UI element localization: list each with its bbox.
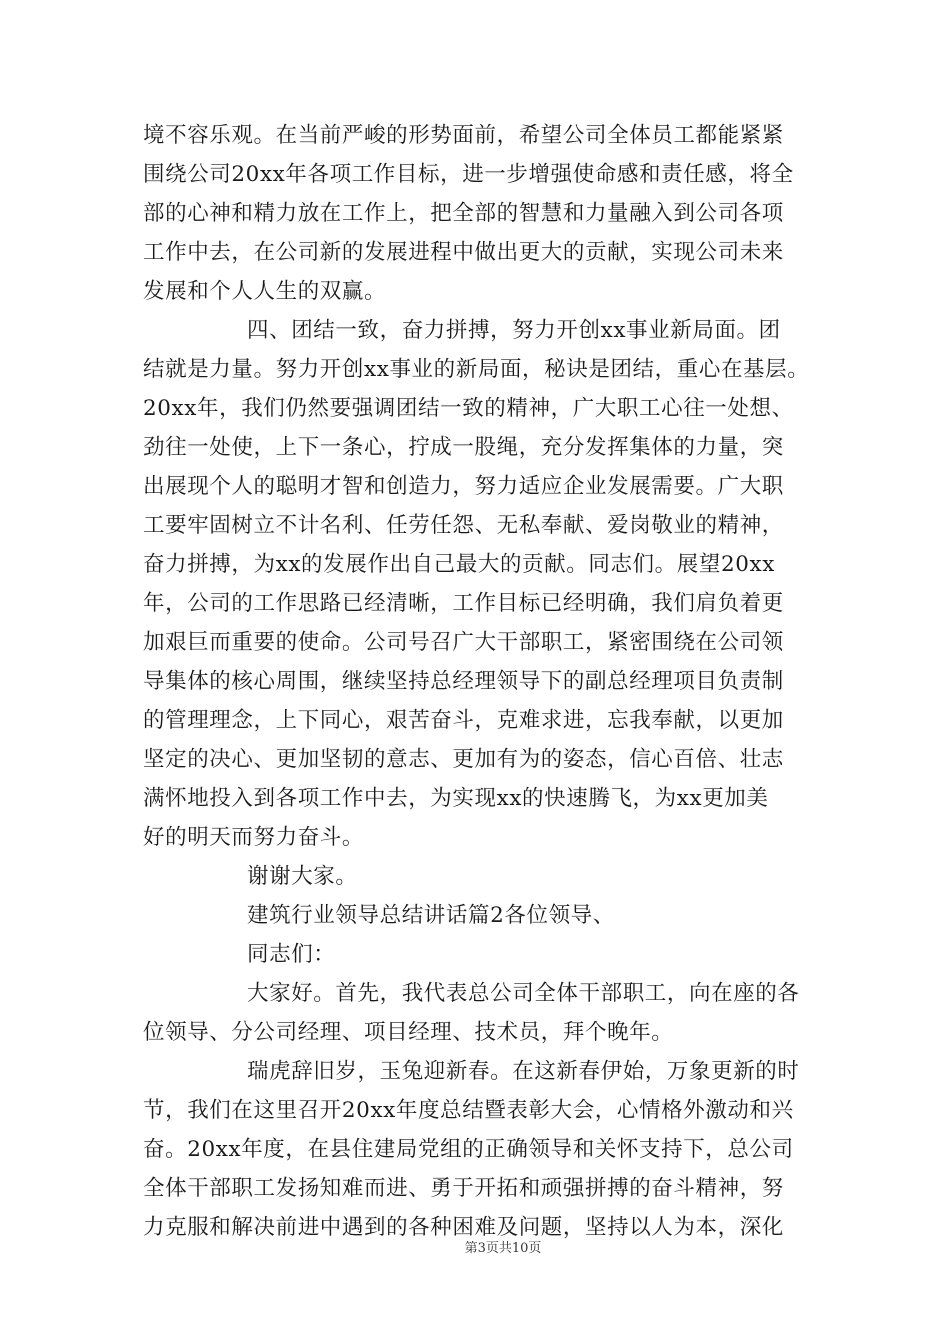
- text-line: 全体干部职工发扬知难而进、勇于开拓和顽强拼搏的奋斗精神，努: [143, 1176, 784, 1201]
- text-line: 好的明天而努力奋斗。: [143, 825, 365, 850]
- text-line: 建筑行业领导总结讲话篇2各位领导、: [247, 903, 615, 928]
- text-line: 奋。20xx年度，在县住建局党组的正确领导和关怀支持下，总公司: [143, 1137, 794, 1162]
- text-line: 20xx年，我们仍然要强调团结一致的精神，广大职工心往一处想、: [143, 396, 794, 421]
- text-line: 坚定的决心、更加坚韧的意志、更加有为的姿态，信心百倍、壮志: [143, 747, 784, 772]
- text-line: 加艰巨而重要的使命。公司号召广大干部职工，紧密围绕在公司领: [143, 630, 784, 655]
- text-line: 年，公司的工作思路已经清晰，工作目标已经明确，我们肩负着更: [143, 591, 784, 616]
- text-line: 满怀地投入到各项工作中去，为实现xx的快速腾飞，为xx更加美: [143, 786, 769, 811]
- text-line: 工要牢固树立不计名利、任劳任怨、无私奉献、爱岗敬业的精神，: [143, 513, 784, 538]
- text-line: 部的心神和精力放在工作上，把全部的智慧和力量融入到公司各项: [143, 201, 784, 226]
- text-line: 谢谢大家。: [247, 864, 358, 889]
- text-line: 结就是力量。努力开创xx事业的新局面，秘诀是团结，重心在基层。: [143, 357, 810, 382]
- text-line: 四、团结一致，奋力拼搏，努力开创xx事业新局面。团: [247, 318, 781, 343]
- text-line: 出展现个人的聪明才智和创造力，努力适应企业发展需要。广大职: [143, 474, 784, 499]
- text-line: 工作中去，在公司新的发展进程中做出更大的贡献，实现公司未来: [143, 240, 784, 265]
- text-line: 位领导、分公司经理、项目经理、技术员，拜个晚年。: [143, 1020, 674, 1045]
- text-line: 劲往一处使，上下一条心，拧成一股绳，充分发挥集体的力量，突: [143, 435, 784, 460]
- text-line: 大家好。首先，我代表总公司全体干部职工，向在座的各: [247, 981, 800, 1006]
- text-line: 围绕公司20xx年各项工作目标，进一步增强使命感和责任感，将全: [143, 162, 794, 187]
- text-line: 瑞虎辞旧岁，玉兔迎新春。在这新春伊始，万象更新的时: [247, 1059, 800, 1084]
- text-line: 导集体的核心周围，继续坚持总经理领导下的副总经理项目负责制: [143, 669, 784, 694]
- text-line: 发展和个人人生的双赢。: [143, 279, 387, 304]
- text-line: 力克服和解决前进中遇到的各种困难及问题，坚持以人为本，深化: [143, 1215, 784, 1240]
- text-line: 奋力拼搏，为xx的发展作出自己最大的贡献。同志们。展望20xx: [143, 552, 775, 577]
- page-number-footer: 第3页共10页: [464, 1241, 542, 1256]
- text-line: 境不容乐观。在当前严峻的形势面前，希望公司全体员工都能紧紧: [143, 123, 784, 148]
- text-line: 节，我们在这里召开20xx年度总结暨表彰大会，心情格外激动和兴: [143, 1098, 794, 1123]
- text-line: 的管理理念，上下同心，艰苦奋斗，克难求进，忘我奉献，以更加: [143, 708, 784, 733]
- text-line: 同志们：: [247, 942, 336, 967]
